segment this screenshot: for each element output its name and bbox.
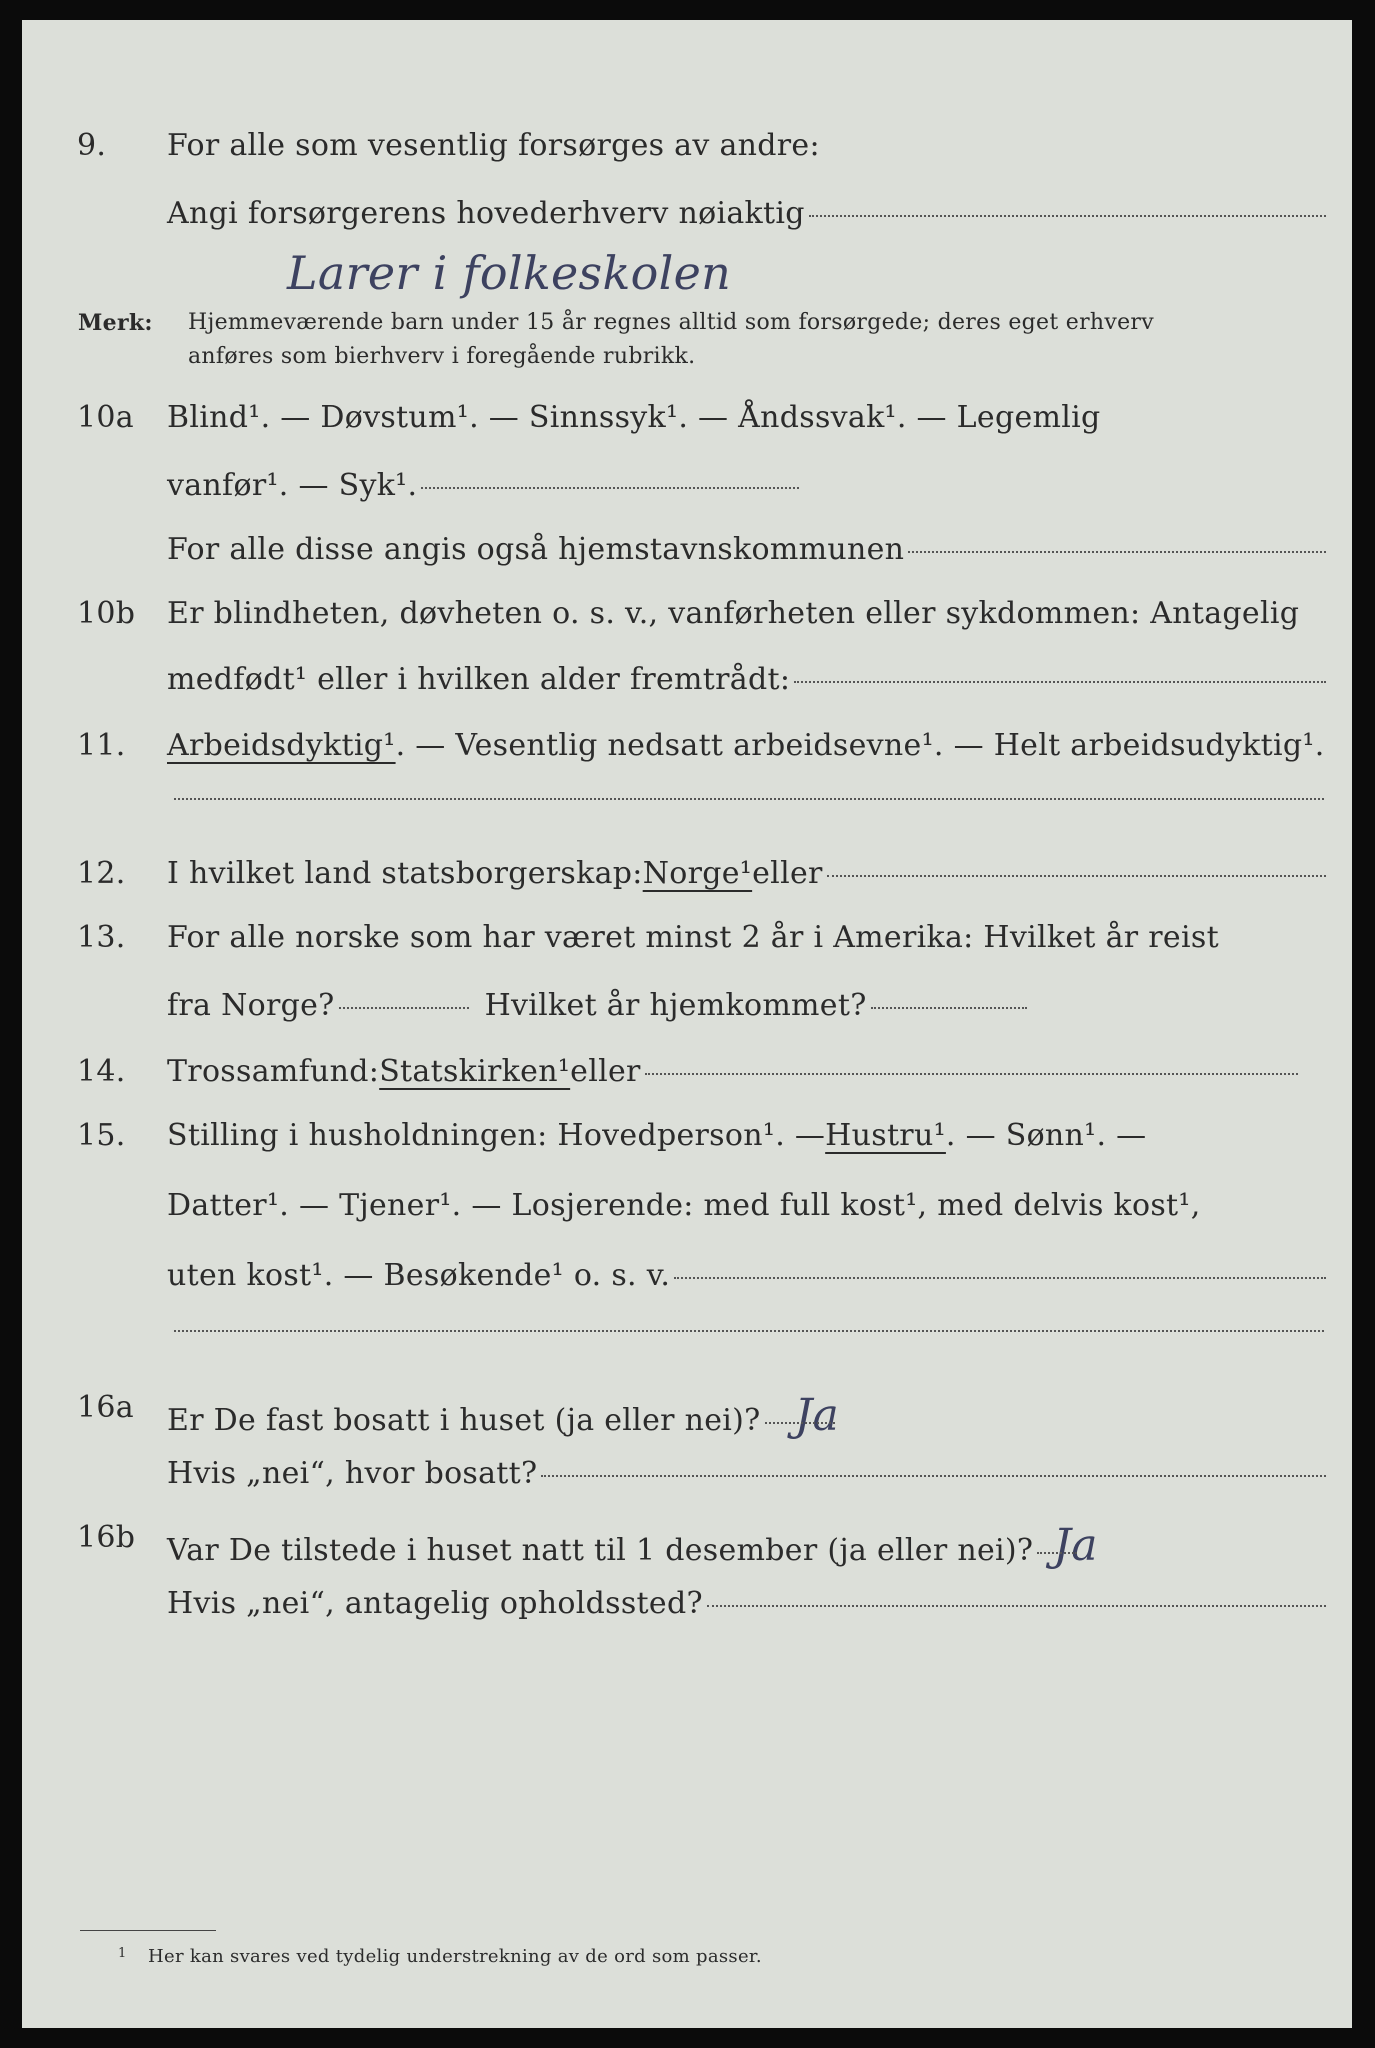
question-text: For alle disse angis også hjemstavnskommunen [167, 532, 905, 567]
footnote-text: Her kan svares ved tydelig understrekning av de ord som passer. [148, 1946, 762, 1967]
question-text: . — Sønn¹. — [945, 1118, 1147, 1153]
question-text: Hvilket år hjemkommet? [484, 988, 867, 1023]
question-number: 10b [77, 596, 136, 631]
footnote-rule [80, 1930, 216, 1931]
question-number: 16b [77, 1520, 136, 1555]
question-number: 15. [77, 1118, 126, 1153]
question-text: vanfør¹. — Syk¹. [167, 468, 418, 503]
question-number: 9. [77, 128, 107, 163]
question-text: Var De tilstede i huset natt til 1 desember (ja eller nei)? [167, 1533, 1034, 1568]
note-text: Hjemmeværende barn under 15 år regnes alltid som forsørgede; deres eget erhverv [188, 310, 1154, 335]
answer-line [674, 1277, 1326, 1279]
answer-line [541, 1475, 1326, 1477]
note-text: anføres som bierhverv i foregående rubrikk. [188, 344, 696, 369]
question-text: fra Norge? [167, 988, 335, 1023]
option-hustru-underlined[interactable]: Hustru¹ [825, 1118, 946, 1153]
handwritten-answer[interactable]: Ja [794, 1390, 840, 1441]
answer-line [765, 1422, 835, 1424]
answer-line [908, 551, 1326, 553]
question-text: Hvis „nei“, hvor bosatt? [167, 1456, 538, 1491]
option-norge-underlined[interactable]: Norge¹ [642, 856, 753, 891]
answer-line [174, 1330, 1324, 1332]
question-text: I hvilket land statsborgerskap: [167, 856, 643, 891]
answer-line [174, 798, 1324, 800]
question-text: Er De fast bosatt i huset (ja eller nei)? [167, 1403, 761, 1438]
question-text: medfødt¹ eller i hvilken alder fremtrådt: [167, 662, 791, 697]
census-form-page [22, 20, 1352, 2028]
question-text: Trossamfund: [167, 1054, 380, 1089]
answer-line [871, 1007, 1027, 1009]
answer-line [1037, 1552, 1077, 1554]
question-number: 13. [77, 920, 126, 955]
answer-line [809, 215, 1326, 217]
question-number: 11. [77, 728, 126, 763]
question-text: Er blindheten, døvheten o. s. v., vanførheten eller sykdommen: Antagelig [167, 596, 1300, 631]
question-text: . — Vesentlig nedsatt arbeidsevne¹. — Helt arbeidsudyktig¹. [395, 728, 1325, 763]
question-text: For alle som vesentlig forsørges av andre: [167, 128, 820, 163]
handwritten-answer[interactable]: Larer i folkeskolen [287, 246, 732, 300]
question-text: Stilling i husholdningen: Hovedperson¹. — [167, 1118, 826, 1153]
answer-line [707, 1605, 1326, 1607]
answer-line [339, 1007, 469, 1009]
question-text: Hvis „nei“, antagelig opholdssted? [167, 1586, 703, 1621]
answer-line [421, 487, 799, 489]
question-text: Datter¹. — Tjener¹. — Losjerende: med full kost¹, med delvis kost¹, [167, 1188, 1201, 1223]
question-text: eller [752, 856, 823, 891]
question-number: 12. [77, 856, 126, 891]
note-label: Merk: [78, 310, 153, 336]
question-text: Blind¹. — Døvstum¹. — Sinnssyk¹. — Åndssvak¹. — Legemlig [167, 400, 1101, 435]
question-number: 16a [77, 1390, 134, 1425]
question-number: 10a [77, 400, 134, 435]
question-text: For alle norske som har været minst 2 år i Amerika: Hvilket år reist [167, 920, 1219, 955]
footnote-mark: 1 [118, 1946, 127, 1961]
question-number: 14. [77, 1054, 126, 1089]
question-text: uten kost¹. — Besøkende¹ o. s. v. [167, 1258, 671, 1293]
question-text: Angi forsørgerens hovederhverv nøiaktig [167, 196, 805, 231]
question-text: eller [570, 1054, 641, 1089]
answer-line [645, 1073, 1298, 1075]
answer-line [794, 681, 1326, 683]
answer-line [827, 875, 1326, 877]
option-statskirken-underlined[interactable]: Statskirken¹ [379, 1054, 571, 1089]
option-arbeidsdyktig-underlined[interactable]: Arbeidsdyktig¹ [167, 728, 396, 763]
handwritten-answer[interactable]: Ja [1053, 1520, 1098, 1571]
